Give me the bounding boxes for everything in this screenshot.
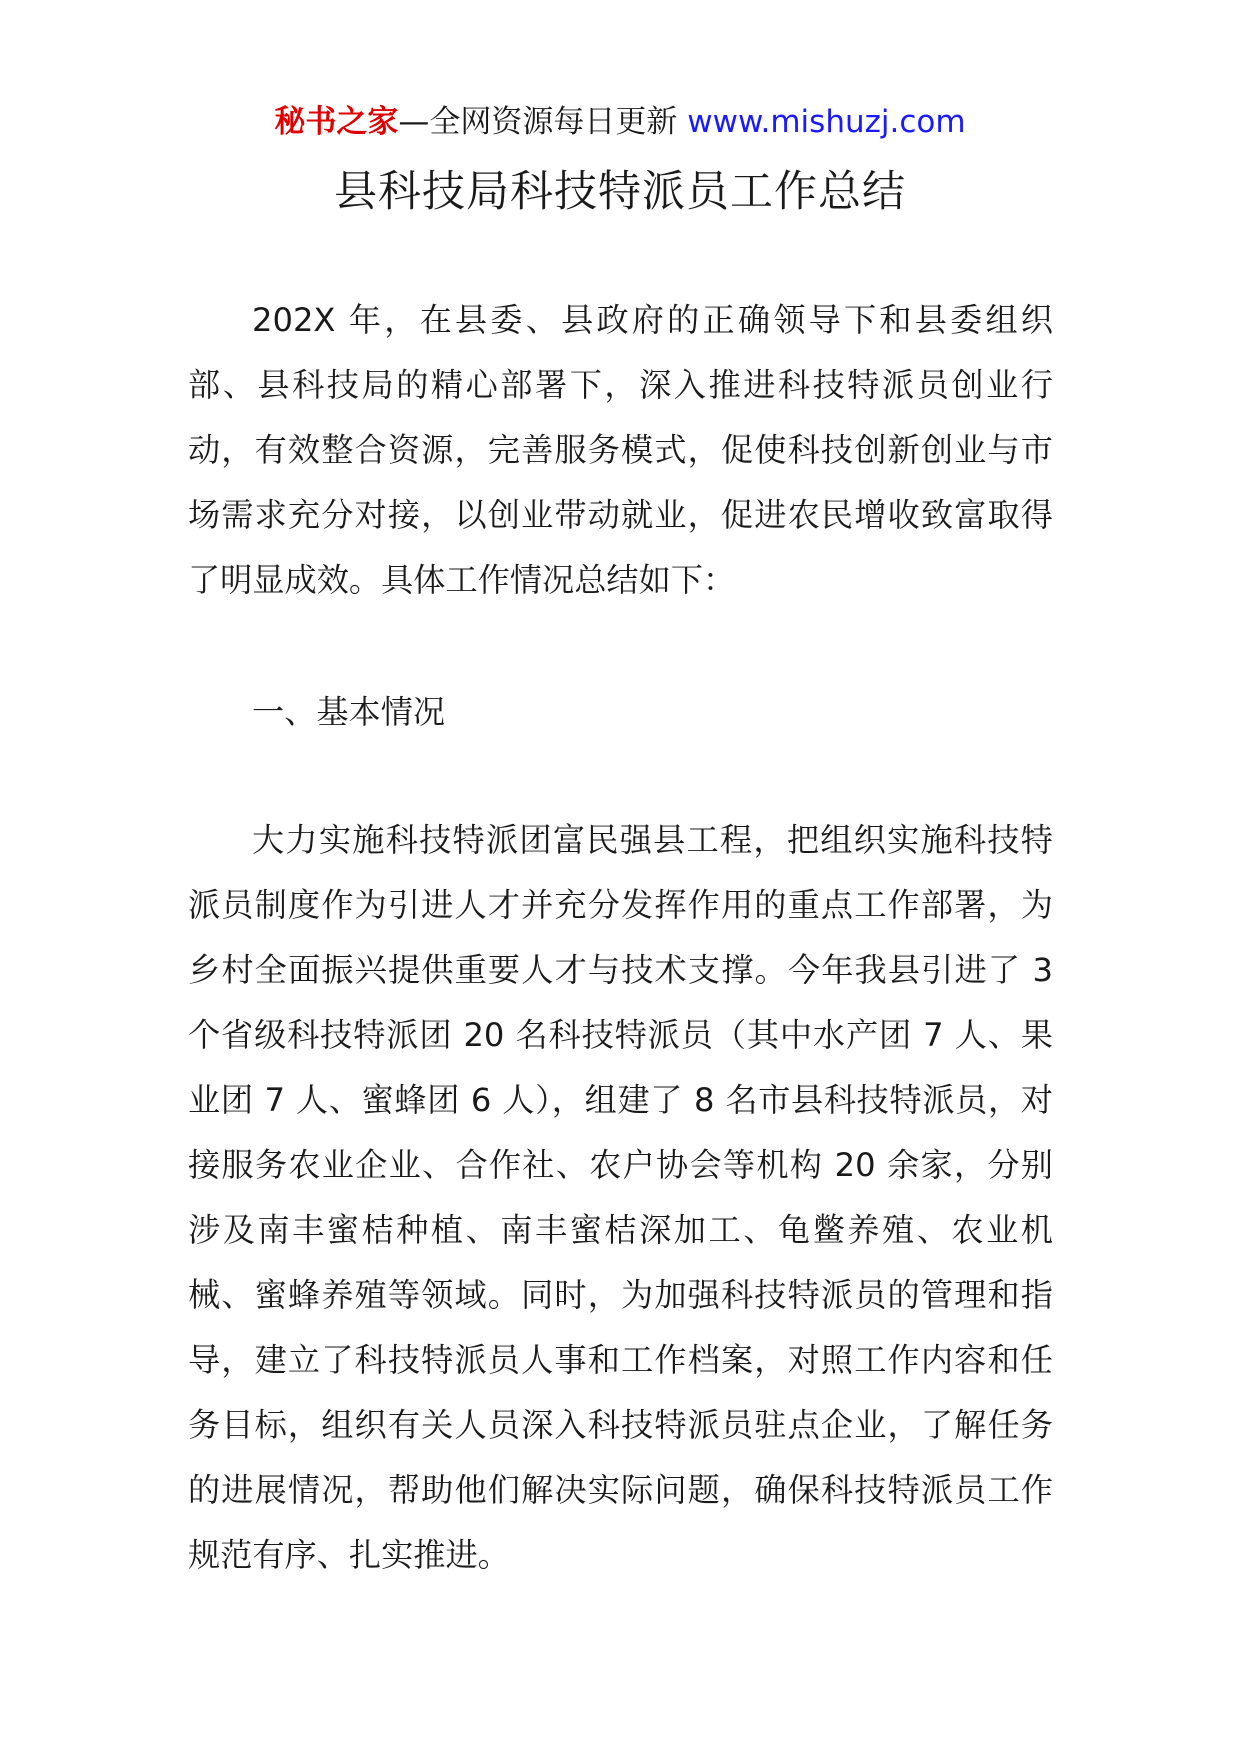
- site-brand: 秘书之家: [274, 104, 399, 140]
- section-heading-basic-situation: 一、基本情况: [252, 693, 446, 731]
- intro-paragraph: 202X 年，在县委、县政府的正确领导下和县委组织部、县科技局的精心部署下，深入推进科技特派员创业行动，有效整合资源，完善服务模式，促使科技创新创业与市场需求充分对接，以创业带动就业，促进农民增收致富取得了明显成效。具体工作情况总结如下：: [188, 301, 1053, 599]
- document-title: 县科技局科技特派员工作总结: [334, 167, 906, 217]
- site-tagline: —全网资源每日更新: [398, 104, 678, 140]
- section-body-basic-situation: 大力实施科技特派团富民强县工程，把组织实施科技特派员制度作为引进人才并充分发挥作用的重点工作部署，为乡村全面振兴提供重要人才与技术支撑。今年我县引进了 3 个省级科技特派团 20 名科技特派员（其中水产团 7 人、果业团 7 人、蜜蜂团 6 人），组建了 8 名市县科技特派员，对接服务农业企业、合作社、农户协会等机构 20 余家，分别涉及南丰蜜桔种植、南丰蜜桔深加工、龟鳖养殖、农业机械、蜜蜂养殖等领域。同时，为加强科技特派员的管理和指导，建立了科技特派员人事和工作档案，对照工作内容和任务目标，组织有关人员深入科技特派员驻点企业，了解任务的进展情况，帮助他们解决实际问题，确保科技特派员工作规范有序、扎实推进。: [188, 821, 1053, 1574]
- site-header: [0, 100, 1240, 144]
- site-url-link[interactable]: www.mishuzj.com: [687, 104, 966, 140]
